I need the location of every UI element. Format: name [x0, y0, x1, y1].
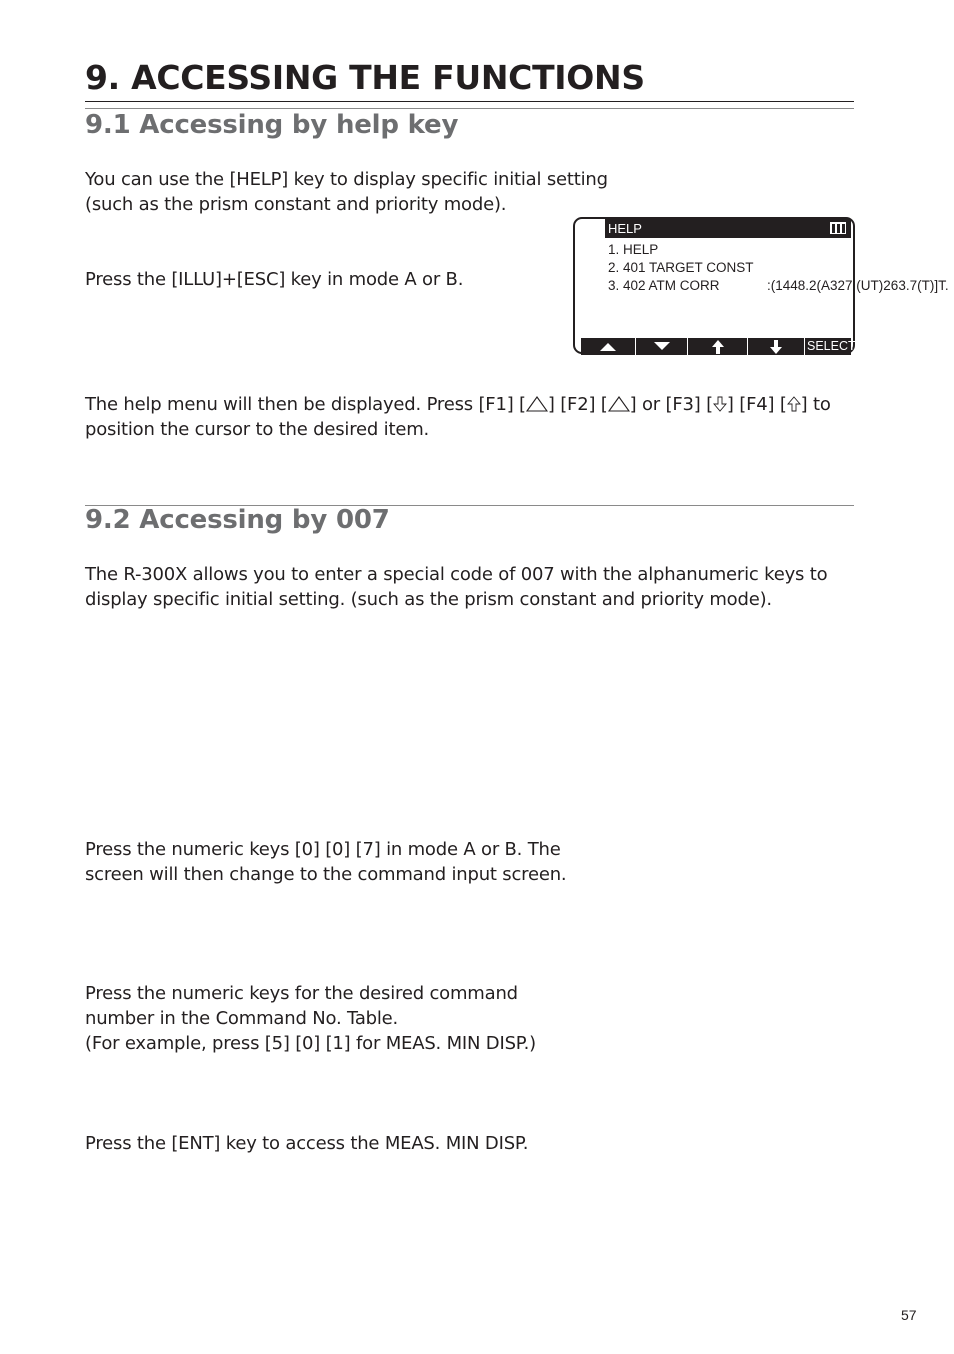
section2-step2	[85, 981, 536, 1056]
intro-line: display specific initial setting. (such as the prism constant and priority mode).	[85, 589, 772, 610]
page-number: 57	[901, 1307, 917, 1323]
section1-step2	[85, 392, 831, 442]
section1-intro	[85, 167, 608, 217]
step2-line2: position the cursor to the desired item.	[85, 419, 430, 440]
screen-item: 3. 402 ATM CORR	[608, 278, 720, 293]
select-label: SELECT	[804, 338, 856, 355]
section1-step1: Press the [ILLU]+[ESC] key in mode A or B.	[85, 269, 464, 290]
triangle-down-icon	[654, 342, 670, 351]
softkey-f3[interactable]	[688, 338, 747, 355]
section2-step3: Press the [ENT] key to access the MEAS. MIN DISP.	[85, 1133, 529, 1154]
softkey-select[interactable]	[804, 338, 856, 355]
section-rule-1	[85, 108, 854, 109]
section2-step1	[85, 837, 566, 887]
step-line: Press the numeric keys for the desired command	[85, 983, 518, 1004]
softkey-f4[interactable]	[748, 338, 804, 355]
section-title-9-2: 9.2 Accessing by 007	[85, 505, 390, 535]
arrow-up-icon	[712, 340, 724, 354]
arrow-down-outline-icon	[713, 395, 727, 412]
step-line: screen will then change to the command input screen.	[85, 864, 567, 885]
section2-intro	[85, 562, 827, 612]
screen-item-value: :(1448.2(A327.(UT)263.7(T)]T.	[767, 278, 949, 293]
screen-title-bar	[605, 219, 851, 238]
step-line: Press the numeric keys [0] [0] [7] in mode A or B. The	[85, 839, 561, 860]
battery-icon	[829, 221, 847, 235]
triangle-up-outline-icon	[526, 395, 548, 412]
softkey-f1[interactable]	[581, 338, 635, 355]
section-title-9-1: 9.1 Accessing by help key	[85, 110, 459, 140]
step-line: (For example, press [5] [0] [1] for MEAS. MIN DISP.)	[85, 1033, 536, 1054]
screen-item: 2. 401 TARGET CONST	[608, 260, 754, 275]
arrow-down-icon	[770, 340, 782, 354]
chapter-title: 9. ACCESSING THE FUNCTIONS	[85, 58, 645, 97]
step-line: number in the Command No. Table.	[85, 1008, 399, 1029]
intro-line: The R-300X allows you to enter a special code of 007 with the alphanumeric keys to	[85, 564, 828, 585]
chapter-rule	[85, 101, 854, 102]
screen-item: 1. HELP	[608, 242, 659, 257]
triangle-up-icon	[600, 342, 616, 351]
intro-line: (such as the prism constant and priority mode).	[85, 194, 507, 215]
arrow-up-outline-icon	[787, 395, 801, 412]
softkey-f2[interactable]	[636, 338, 687, 355]
screen-title: HELP	[608, 221, 642, 236]
step2-line1: The help menu will then be displayed. Press [F1] [ ] [F2] [ ] or [F3] [ ] [F4] [ ] to	[85, 394, 831, 415]
help-screen	[573, 217, 949, 354]
softkey-bar	[581, 338, 856, 355]
triangle-up-outline-icon	[608, 395, 630, 412]
intro-line: You can use the [HELP] key to display specific initial setting	[85, 169, 608, 190]
